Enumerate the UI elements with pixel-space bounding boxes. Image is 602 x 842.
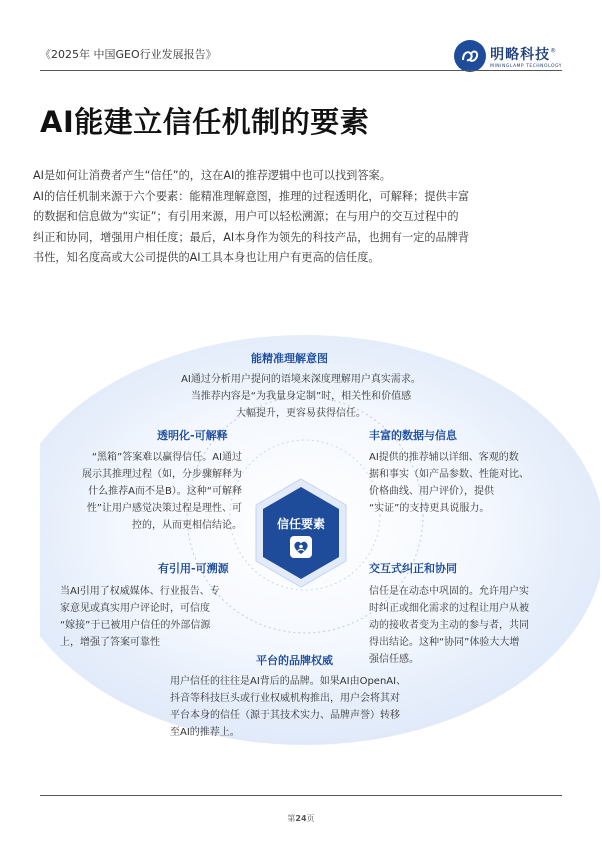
element-line: AI通过分析用户提问的语境来深度理解用户真实需求。 — [181, 374, 421, 385]
element-line: 据和事实（如产品参数、性能对比、 — [369, 469, 529, 480]
element-body-citation — [60, 583, 250, 651]
element-body-brand — [170, 673, 445, 741]
element-line: 上，增强了答案可靠性 — [60, 637, 160, 648]
trust-center-badge — [253, 477, 349, 589]
element-line: 用户信任的往往是AI背后的品牌。如果AI由OpenAI、 — [170, 676, 407, 687]
element-title-data: 丰富的数据与信息 — [369, 429, 457, 442]
element-body-interaction — [369, 583, 561, 668]
intro-line: 纠正和协同，增强用户相任度；最后，AI本身作为领先的科技产品，也拥有一定的品牌背 — [33, 230, 470, 244]
intro-line: 的数据和信息做为“实证”；有引用来源，用户可以轻松溯源；在与用户的交互过程中的 — [33, 210, 459, 223]
page-title: AI能建立信任机制的要素 — [40, 105, 370, 139]
element-body-intent — [170, 371, 432, 422]
element-line: AI提供的推荐辅以详细、客观的数 — [369, 452, 519, 463]
element-line: 动的接收者变为主动的参与者，共同 — [369, 620, 529, 631]
intro-line: AI是如何让消费者产生“信任”的，这在AI的推荐逻辑中也可以找到答案。 — [33, 169, 391, 182]
footer-divider — [40, 795, 562, 796]
page-suffix: 页 — [306, 814, 315, 823]
element-line: 控的，从而更相信结论。 — [132, 520, 242, 531]
element-line: “嫁接”于已被用户信任的外部信源 — [60, 620, 211, 631]
element-title-citation: 有引用-可溯源 — [158, 562, 229, 575]
logo-english: MININGLAMP TECHNOLOGY — [490, 63, 562, 69]
element-title-intent: 能精准理解意图 — [251, 352, 328, 365]
intro-line: 书性，知名度高或大公司提供的AI工具本身也让用户有更高的信任度。 — [33, 251, 380, 264]
intro-line: AI的信任机制来源于六个要素：能精准理解意图，推理的过程透明化，可解释；提供丰富 — [33, 189, 470, 203]
logo-name: 明略科技 — [490, 46, 551, 63]
page-number — [0, 813, 602, 824]
page-prefix: 第 — [287, 814, 296, 823]
element-body-data — [369, 449, 559, 517]
element-line: 展示其推理过程（如，分步骤解释为 — [82, 469, 242, 480]
element-line: 至AI的推荐上。 — [170, 727, 240, 738]
heart-person-icon — [289, 535, 313, 559]
element-body-transparent — [56, 449, 242, 534]
element-line: 强信任感。 — [369, 654, 419, 665]
logo-mark-icon — [454, 40, 486, 72]
element-line: 抖音等科技巨头或行业权威机构推出，用户会将其对 — [170, 693, 400, 704]
element-line: 当AI引用了权威媒体、行业报告、专 — [60, 586, 220, 597]
center-label: 信任要素 — [276, 517, 325, 531]
element-line: 什么推荐A而不是B）。这种“可解释 — [88, 486, 242, 497]
trust-elements-diagram — [0, 335, 602, 775]
element-line: 性”让用户感觉决策过程是理性、可 — [86, 503, 242, 514]
element-title-brand: 平台的品牌权威 — [256, 654, 333, 667]
element-line: 家意见或真实用户评论时，可信度 — [60, 603, 210, 614]
element-title-transparent: 透明化-可解释 — [157, 429, 228, 442]
element-line: 当推荐内容是“为我量身定制”时，相关性和价值感 — [190, 391, 412, 402]
element-title-interaction: 交互式纠正和协同 — [369, 562, 457, 575]
page-header — [40, 40, 562, 80]
element-line: 大幅提升，更容易获得信任。 — [236, 408, 366, 419]
page-num: 24 — [295, 814, 307, 823]
element-line: “实证”的支持更具说服力。 — [369, 503, 490, 514]
center-hexagon — [253, 477, 349, 589]
element-line: 时纠正或细化需求的过程让用户从被 — [369, 603, 529, 614]
element-line: 信任是在动态中巩固的。允许用户实 — [369, 586, 529, 597]
element-line: 价格曲线、用户评价），提供 — [369, 486, 494, 497]
intro-paragraph — [33, 166, 563, 269]
report-title: 《2025年 中国GEO行业发展报告》 — [40, 48, 217, 61]
logo-registered: ® — [550, 47, 557, 55]
element-line: 得出结论。这种“协同”体验大大增 — [369, 637, 520, 648]
header-divider — [40, 70, 562, 71]
element-line: 平台本身的信任（源于其技术实力、品牌声誉）转移 — [170, 710, 400, 721]
element-line: “黑箱”答案难以赢得信任。AI通过 — [91, 452, 242, 463]
company-logo — [454, 40, 562, 72]
